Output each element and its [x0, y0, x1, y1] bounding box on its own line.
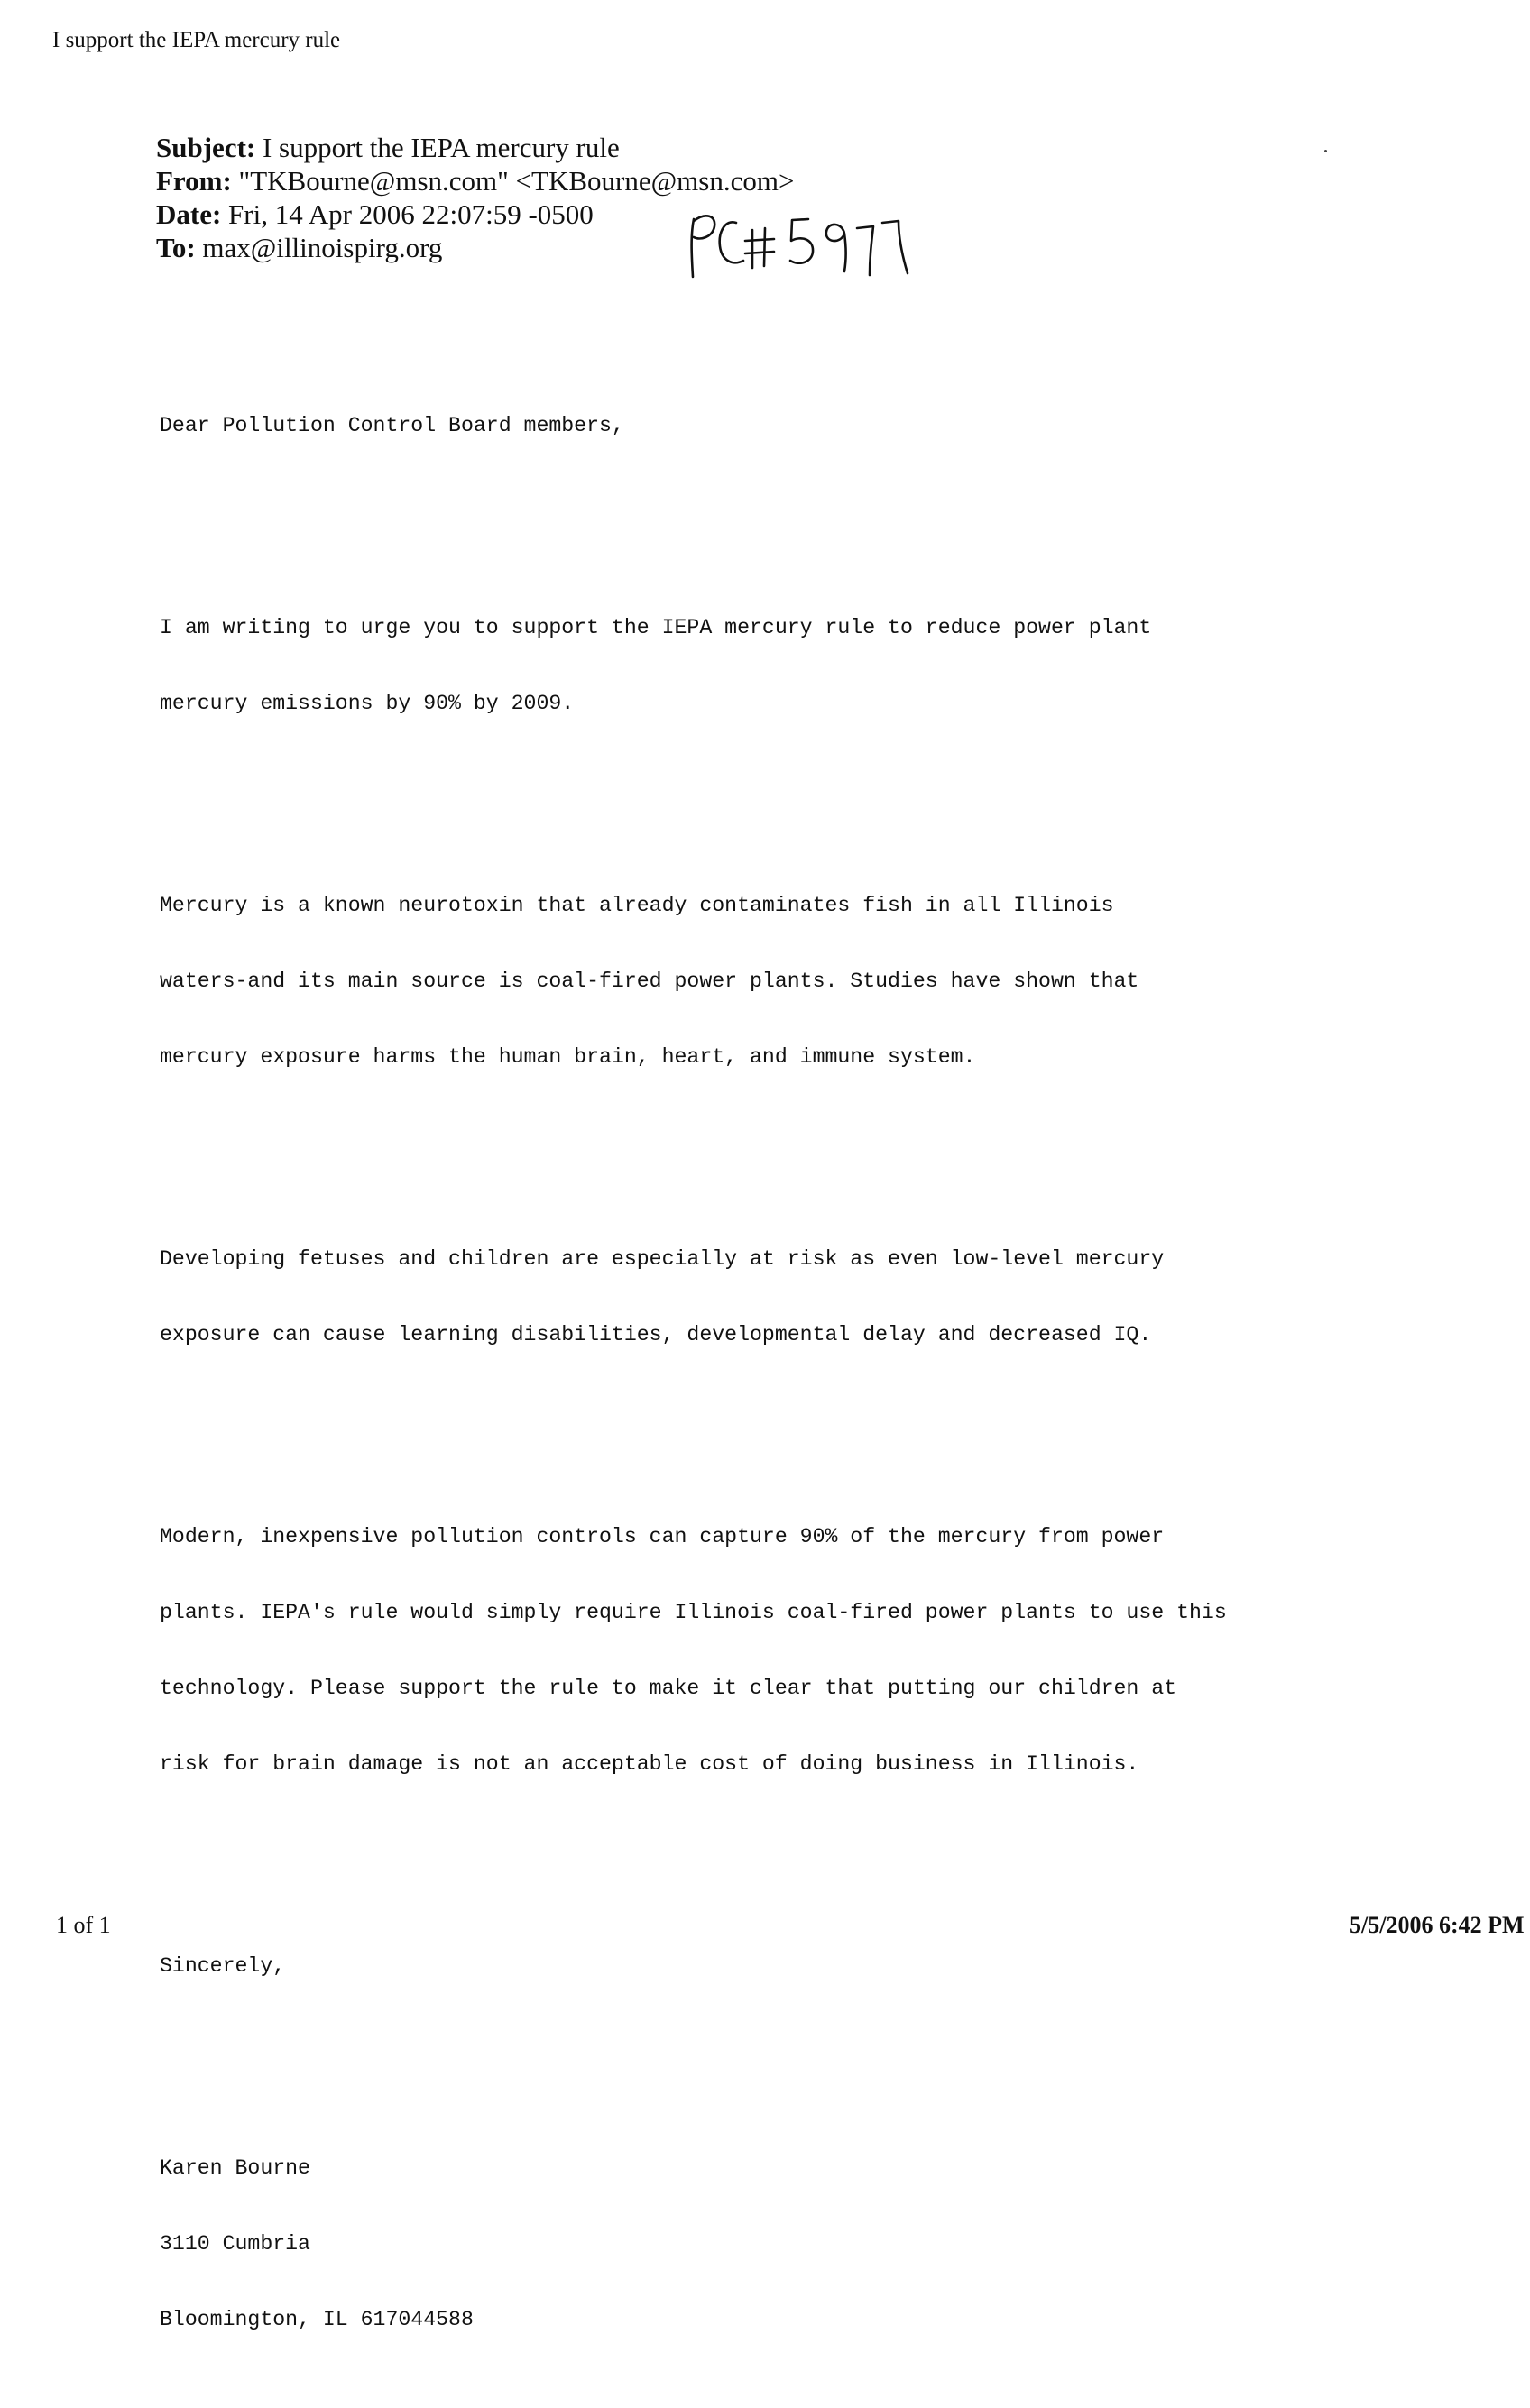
page-number: 1 of 1: [56, 1912, 111, 1938]
scan-speck: [1324, 150, 1327, 152]
signature-city: Bloomington, IL 617044588: [160, 2308, 474, 2331]
subject-value: I support the IEPA mercury rule: [262, 132, 620, 163]
paragraph-line: Modern, inexpensive pollution controls can capture 90% of the mercury from power: [160, 1525, 1165, 1549]
paragraph-3: [160, 1196, 1227, 1398]
paragraph-line: plants. IEPA's rule would simply require Illinois coal-fired power plants to use this: [160, 1601, 1227, 1624]
paragraph-line: I am writing to urge you to support the IEPA mercury rule to reduce power plant: [160, 616, 1152, 639]
subject-label: Subject:: [156, 132, 256, 163]
paragraph-line: exposure can cause learning disabilities, developmental delay and decreased IQ.: [160, 1323, 1152, 1346]
signature-name: Karen Bourne: [160, 2156, 310, 2180]
subject-line: [156, 131, 794, 164]
greeting-line: Dear Pollution Control Board members,: [160, 414, 624, 437]
page-header-title: I support the IEPA mercury rule: [52, 28, 341, 52]
handwritten-pc-number: [686, 210, 911, 282]
from-value: "TKBourne@msn.com" <TKBourne@msn.com>: [238, 165, 795, 197]
paragraph-line: technology. Please support the rule to make it clear that putting our children at: [160, 1677, 1177, 1700]
signature-street: 3110 Cumbria: [160, 2232, 310, 2256]
date-label: Date:: [156, 198, 222, 230]
from-label: From:: [156, 165, 232, 197]
to-value: max@illinoispirg.org: [202, 232, 443, 263]
date-value: Fri, 14 Apr 2006 22:07:59 -0500: [228, 198, 594, 230]
paragraph-line: Developing fetuses and children are especially at risk as even low-level mercury: [160, 1247, 1165, 1271]
print-timestamp: 5/5/2006 6:42 PM: [1350, 1912, 1525, 1938]
message-body: [160, 312, 1227, 2408]
from-line: [156, 164, 794, 198]
paragraph-line: risk for brain damage is not an acceptable cost of doing business in Illinois.: [160, 1752, 1139, 1776]
paragraph-line: mercury emissions by 90% by 2009.: [160, 692, 575, 715]
paragraph-4: [160, 1474, 1227, 1827]
closing-line: Sincerely,: [160, 1954, 286, 1978]
paragraph-line: waters-and its main source is coal-fired power plants. Studies have shown that: [160, 970, 1139, 993]
paragraph-line: Mercury is a known neurotoxin that already contaminates fish in all Illinois: [160, 894, 1114, 917]
to-label: To:: [156, 232, 196, 263]
closing: [160, 1903, 1227, 2029]
paragraph-line: mercury exposure harms the human brain, heart, and immune system.: [160, 1045, 976, 1069]
paragraph-2: [160, 842, 1227, 1120]
greeting: [160, 363, 1227, 489]
paragraph-1: [160, 565, 1227, 767]
signature-block: [160, 2105, 1227, 2383]
